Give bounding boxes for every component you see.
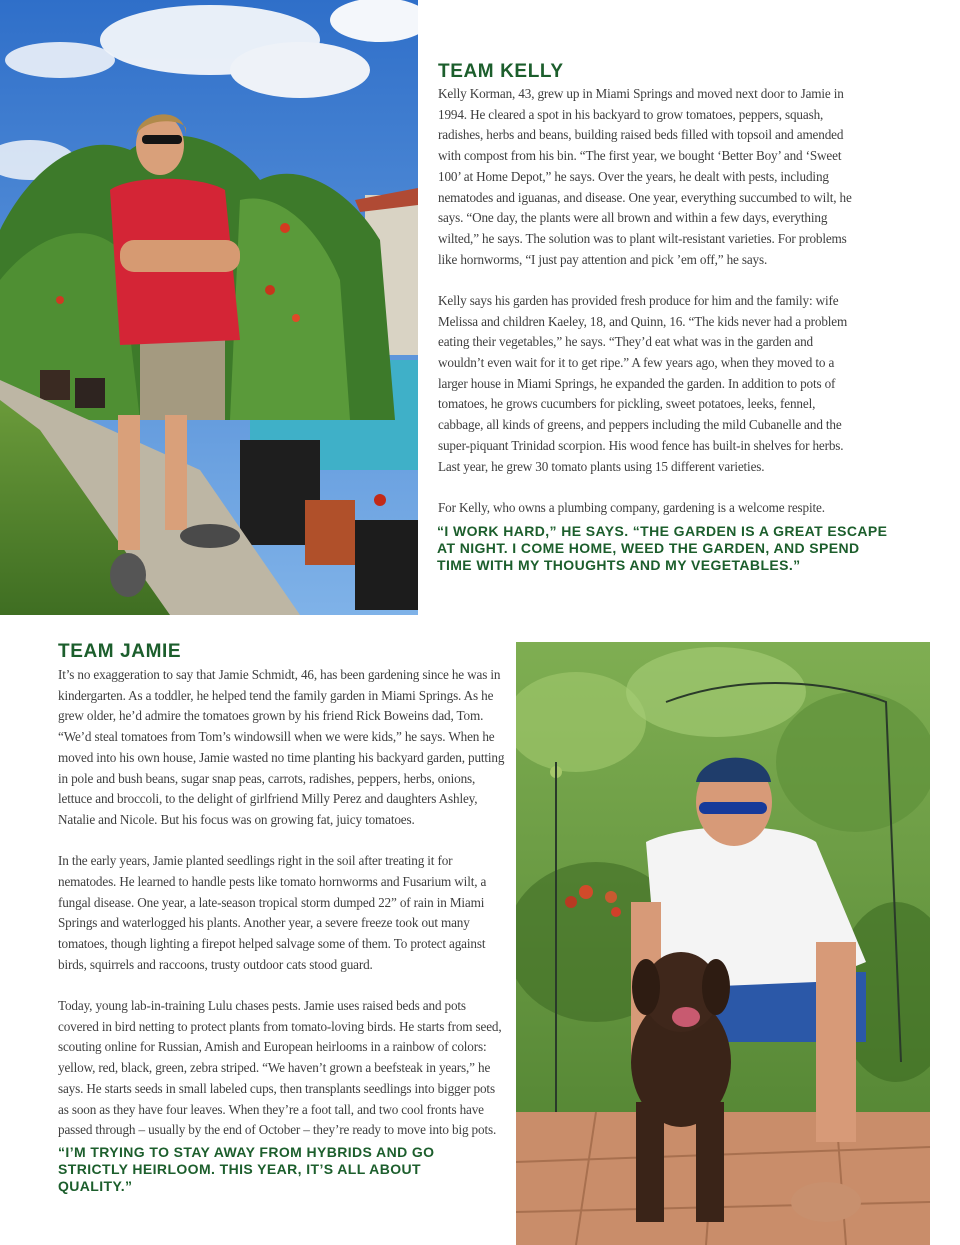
team-kelly-article-body — [438, 84, 853, 539]
team-kelly-heading: TEAM KELLY — [438, 61, 564, 82]
kelly-pull-quote: “I WORK HARD,” HE SAYS. “THE GARDEN IS A GREAT ESCAPE AT NIGHT. I COME HOME, WEED THE GARDEN, AND SPEND TIME WITH MY THOUGHTS AND MY VEGETABLES.” — [437, 523, 888, 573]
team-jamie-article-body — [58, 665, 506, 1162]
kelly-paragraph: For Kelly, who owns a plumbing company, gardening is a welcome respite. — [438, 499, 825, 515]
jamie-paragraph: In the early years, Jamie planted seedlings right in the soil after treating it for nematodes. He learned to handle pests like tomato hornworms and Fusarium wilt, a fungal disease. One year, a late-season tropical storm dumped 22” of rain in Miami Springs and waterlogged his plants. Another year, a severe freeze took out many tomatoes, though lighting a firepot helped salvage some of them. To protect against birds, squirrels and raccoons, trusty outdoor cats stood guard. — [58, 853, 487, 972]
kelly-paragraph: Kelly Korman, 43, grew up in Miami Springs and moved next door to Jamie in 1994. He cleared a spot in his backyard to grow tomatoes, peppers, squash, radishes, herbs and beans, building raised beds filled with topsoil and amended with compost from his bin. “The first year, we bought ‘Better Boy’ and ‘Sweet 100’ at Home Depot,” he says. Over the years, he dealt with pests, including nematodes and iguanas, and disease. One year, everything succumbed to wilt, he says. “One day, the plants were all brown and within a few days, everything wilted,” he says. The solution was to plant wilt-resistant varieties. For problems like hornworms, “I just pay attention and pick ’em off,” he says. — [438, 86, 852, 267]
kelly-garden-photo — [0, 0, 418, 615]
jamie-paragraph: It’s no exaggeration to say that Jamie Schmidt, 46, has been gardening since he was in kindergarten. As a toddler, he helped tend the family garden in Miami Springs. As he grew older, he’d admire the tomatoes grown by his friend Rick Boweins dad, Tom. “We’d steal tomatoes from Tom’s windowsill when we were kids,” he says. When he moved into his own house, Jamie wasted no time planting his backyard garden, putting in pole and bush beans, sugar snap peas, carrots, radishes, peppers, herbs, onions, lettuce and broccoli, to the delight of girlfriend Milly Perez and daughters Ashley, Natalie and Nicole. But his focus was on growing fat, juicy tomatoes. — [58, 667, 505, 827]
jamie-photo-illustration — [516, 642, 930, 1245]
kelly-photo-illustration — [0, 0, 418, 615]
jamie-with-dog-photo — [516, 642, 930, 1245]
jamie-pull-quote: “I’M TRYING TO STAY AWAY FROM HYBRIDS AND GO STRICTLY HEIRLOOM. THIS YEAR, IT’S ALL ABOUT QUALITY.” — [58, 1144, 435, 1194]
jamie-paragraph: Today, young lab-in-training Lulu chases pests. Jamie uses raised beds and pots covered in bird netting to protect plants from tomato-loving birds. He starts from seed, scouting online for Russian, Amish and European heirlooms in a rainbow of colors: yellow, red, black, green, zebra striped. “We haven’t grown a beefsteak in years,” he says. He starts seeds in small labeled cups, then transplants seedlings into bigger pots as soon as they have four leaves. When they’re a foot tall, and two cool fronts have passed through – usually by the end of October – they’re ready to move into big pots. — [58, 998, 502, 1138]
team-jamie-heading: TEAM JAMIE — [58, 641, 182, 662]
kelly-paragraph: Kelly says his garden has provided fresh produce for him and the family: wife Melissa and children Kaeley, 18, and Quinn, 16. “The kids never had a problem eating their vegetables,” he says. “They’d eat what was in the garden and wouldn’t even wait for it to get ripe.” A few years ago, when they moved to a larger house in Miami Springs, he expanded the garden. In addition to pots of tomatoes, he grows cucumbers for pickling, sweet potatoes, leeks, fennel, cabbage, all kinds of greens, and peppers including the mild Cubanelle and the super-piquant Trinidad scorpion. His wood fence has built-in shelves for herbs. Last year, he grew 30 tomato plants using 15 different varieties. — [438, 292, 848, 474]
